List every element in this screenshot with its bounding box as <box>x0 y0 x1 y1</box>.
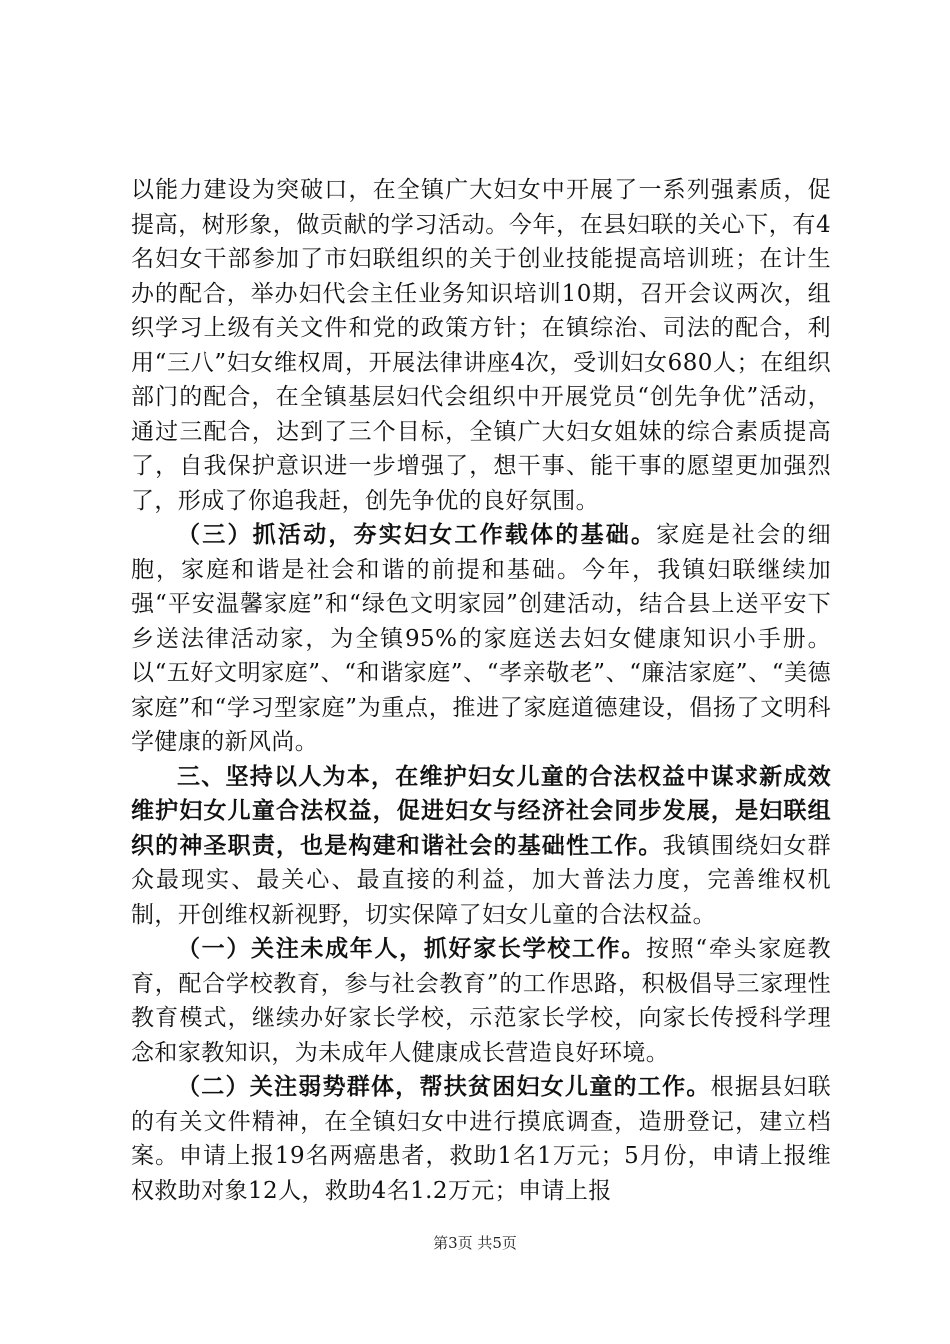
paragraph-5-heading: （二）关注弱势群体，帮扶贫困妇女儿童的工作。 <box>177 1073 711 1100</box>
page-number-footer: 第3页 共5页 <box>433 1234 517 1252</box>
paragraph-2-text: 家庭是社会的细胞，家庭和谐是社会和谐的前提和基础。今年，我镇妇联继续加强“平安温馨家庭”和“绿色文明家园”创建活动，结合县上送平安下乡送法律活动家，为全镇95%的家庭送去妇女健康知识小手册。以“五好文明家庭”、“和谐家庭”、“孝亲敬老”、“廉洁家庭”、“美德家庭”和“学习型家庭”为重点，推进了家庭道德建设，倡扬了文明科学健康的新风尚。 <box>131 522 831 755</box>
document-body <box>131 173 831 1208</box>
paragraph-3 <box>131 760 831 933</box>
section-heading: 三、坚持以人为本，在维护妇女儿童的合法权益中谋求新成效维护妇女儿童合法权益，促进妇女与经济社会同步发展，是妇联组织的神圣职责，也是构建和谐社会的基础性工作。 <box>131 762 831 859</box>
paragraph-1 <box>131 173 831 518</box>
paragraph-2 <box>131 518 831 760</box>
paragraph-4 <box>131 932 831 1070</box>
paragraph-5 <box>131 1070 831 1208</box>
paragraph-4-text: 按照“牵头家庭教育，配合学校教育，参与社会教育”的工作思路，积极倡导三家理性教育模式，继续办好家长学校，示范家长学校，向家长传授科学理念和家教知识，为未成年人健康成长营造良好环境。 <box>131 936 831 1066</box>
paragraph-5-text: 根据县妇联的有关文件精神，在全镇妇女中进行摸底调查，造册登记，建立档案。申请上报19名两癌患者，救助1名1万元；5月份，申请上报维权救助对象12人，救助4名1.2万元；申请上报 <box>131 1074 831 1204</box>
paragraph-1-text: 以能力建设为突破口，在全镇广大妇女中开展了一系列强素质，促提高，树形象，做贡献的学习活动。今年，在县妇联的关心下，有4名妇女干部参加了市妇联组织的关于创业技能提高培训班；在计生办的配合，举办妇代会主任业务知识培训10期，召开会议两次，组织学习上级有关文件和党的政策方针；在镇综治、司法的配合，利用“三八”妇女维权周，开展法律讲座4次，受训妇女680人；在组织部门的配合，在全镇基层妇代会组织中开展党员“创先争优”活动，通过三配合，达到了三个目标，全镇广大妇女姐妹的综合素质提高了，自我保护意识进一步增强了，想干事、能干事的愿望更加强烈了，形成了你追我赶，创先争优的良好氛围。 <box>131 177 831 514</box>
paragraph-2-heading: （三）抓活动，夯实妇女工作载体的基础。 <box>177 521 657 548</box>
paragraph-4-heading: （一）关注未成年人，抓好家长学校工作。 <box>177 935 647 962</box>
paragraph-3-text: 我镇围绕妇女群众最现实、最关心、最直接的利益，加大普法力度，完善维权机制，开创维权新视野，切实保障了妇女儿童的合法权益。 <box>131 832 831 928</box>
